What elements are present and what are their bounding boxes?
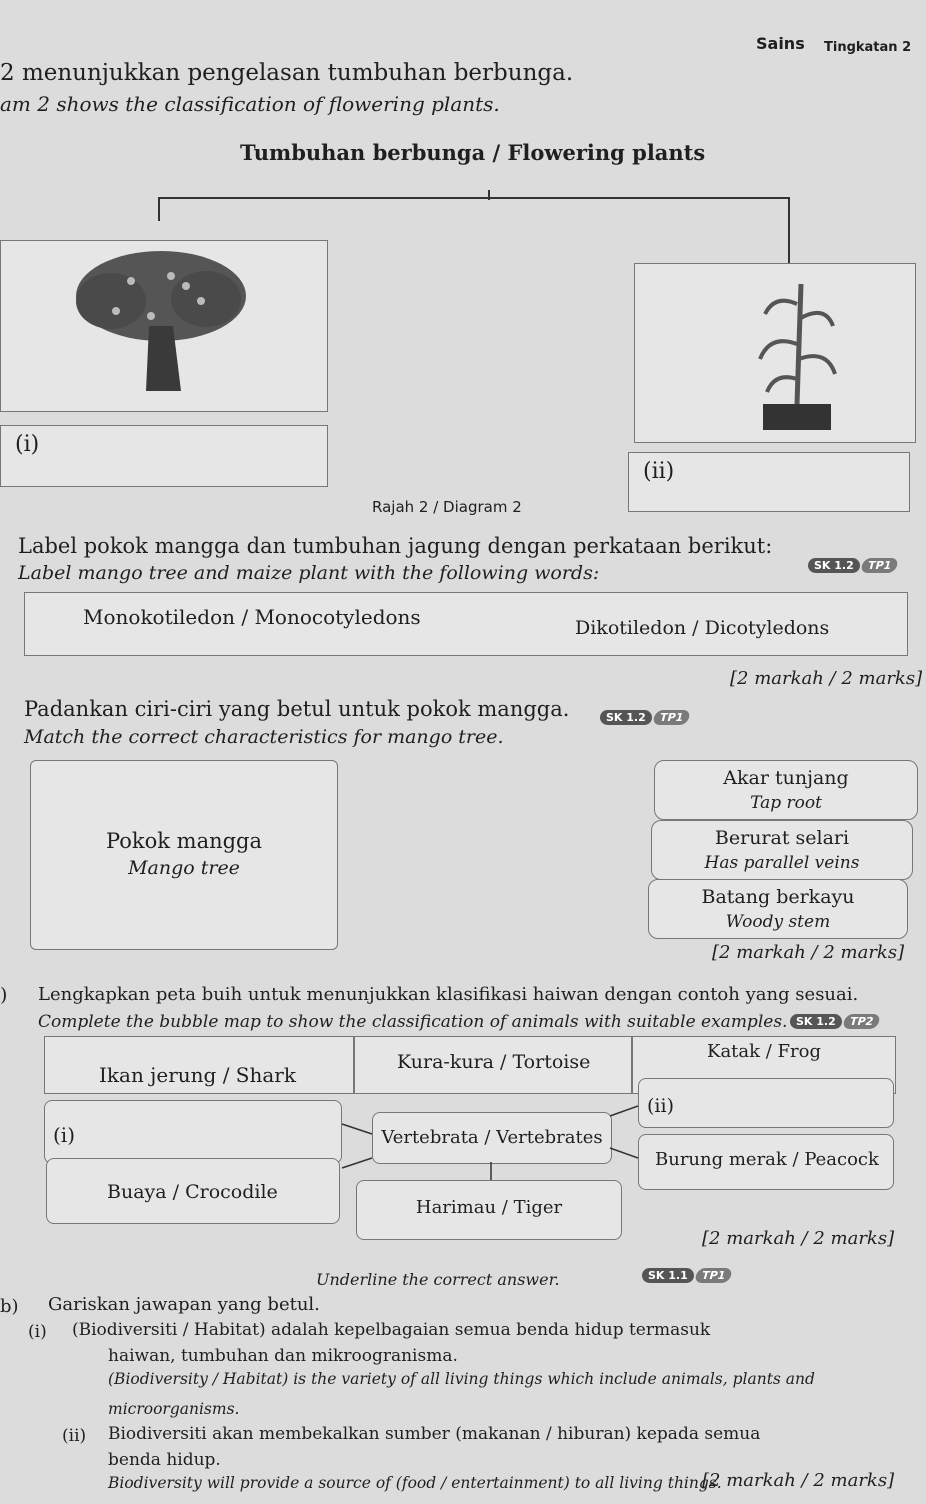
diagram-title: Tumbuhan berbunga / Flowering plants — [240, 140, 706, 165]
q2-en: Match the correct characteristics for mango tree. — [24, 726, 504, 748]
arrow-to-i — [342, 1124, 372, 1134]
qb-ii-ms1: Biodiversiti akan membekalkan sumber (makanan / hiburan) kepada semua — [108, 1424, 761, 1444]
arrow-to-peacock — [610, 1148, 638, 1158]
q2-tp-tag: TP1 — [652, 710, 691, 725]
q2-ms: Padankan ciri-ciri yang betul untuk pokok mangga. — [24, 697, 570, 721]
arrow-to-ii — [610, 1106, 638, 1116]
word-monocot: Monokotiledon / Monocotyledons — [83, 605, 421, 629]
bubble-tiger-text: Harimau / Tiger — [415, 1197, 563, 1218]
label-i: (i) — [15, 432, 40, 457]
diagram-caption: Rajah 2 / Diagram 2 — [372, 498, 522, 516]
qb-ii-ms2: benda hidup. — [108, 1450, 221, 1470]
option-parallel-veins-ms: Berurat selari — [714, 827, 850, 849]
q1-marks: [2 markah / 2 marks] — [730, 668, 923, 689]
option-tap-root-ms: Akar tunjang — [723, 767, 849, 789]
bubble-crocodile-text: Buaya / Crocodile — [107, 1181, 278, 1203]
qb-i-ms1: (Biodiversiti / Habitat) adalah kepelbagaian semua benda hidup termasuk — [72, 1320, 711, 1340]
q1-tp-tag: TP1 — [860, 558, 899, 573]
qb-sk-tag: SK 1.1 — [642, 1268, 694, 1283]
q2-marks: [2 markah / 2 marks] — [712, 942, 905, 963]
qb-label: b) — [0, 1296, 19, 1317]
qb-marks: [2 markah / 2 marks] — [702, 1470, 895, 1491]
option-parallel-veins-en: Has parallel veins — [704, 853, 860, 873]
mango-tree-ms: Pokok mangga — [105, 829, 263, 853]
bubble-label-ii: (ii) — [647, 1095, 674, 1117]
qb-tags — [642, 1264, 731, 1283]
q1-en: Label mango tree and maize plant with the following words: — [18, 562, 600, 584]
q3-marks: [2 markah / 2 marks] — [702, 1228, 895, 1249]
option-tap-root-en: Tap root — [750, 793, 822, 813]
qb-ii-en: Biodiversity will provide a source of (food / entertainment) to all living things. — [108, 1474, 722, 1492]
q3-en: Complete the bubble map to show the classification of animals with suitable examples. — [38, 1012, 788, 1032]
q3-ms: Lengkapkan peta buih untuk menunjukkan klasifikasi haiwan dengan contoh yang sesuai. — [38, 984, 859, 1005]
label-ii: (ii) — [643, 459, 675, 484]
word-dicot: Dikotiledon / Dicotyledons — [575, 617, 830, 639]
bubble-label-i: (i) — [53, 1123, 76, 1147]
arrow-to-crocodile — [342, 1158, 372, 1168]
option-woody-stem-ms: Batang berkayu — [701, 886, 855, 908]
intro-ms: 2 menunjukkan pengelasan tumbuhan berbunga. — [0, 60, 574, 86]
q1-sk-tag: SK 1.2 — [808, 558, 860, 573]
qb-i-num: (i) — [28, 1322, 47, 1342]
q3-sk-tag: SK 1.2 — [790, 1014, 842, 1029]
option-woody-stem-en: Woody stem — [725, 912, 831, 932]
level-label: Tingkatan 2 — [824, 40, 912, 55]
qb-i-ms2: haiwan, tumbuhan dan mikroogranisma. — [108, 1346, 458, 1366]
mango-tree-en: Mango tree — [128, 857, 240, 879]
q3-tp-tag: TP2 — [842, 1014, 881, 1029]
intro-en: am 2 shows the classification of flowering plants. — [0, 92, 500, 116]
subject-label: Sains — [756, 34, 805, 53]
qb-en: Underline the correct answer. — [316, 1270, 560, 1289]
q1-ms: Label pokok mangga dan tumbuhan jagung dengan perkataan berikut: — [18, 534, 773, 558]
qb-tp-tag: TP1 — [694, 1268, 733, 1283]
qb-ms: Gariskan jawapan yang betul. — [48, 1294, 320, 1315]
q3-prefix: ) — [0, 984, 8, 1006]
q2-sk-tag: SK 1.2 — [600, 710, 652, 725]
bank-tortoise: Kura-kura / Tortoise — [397, 1051, 591, 1073]
bank-frog: Katak / Frog — [707, 1041, 822, 1062]
qb-i-en2: microorganisms. — [108, 1400, 240, 1418]
qb-i-en1: (Biodiversity / Habitat) is the variety of all living things which include animals, plants and — [108, 1370, 815, 1388]
bubble-center-text: Vertebrata / Vertebrates — [381, 1127, 603, 1148]
bubble-peacock-text: Burung merak / Peacock — [655, 1149, 879, 1170]
qb-ii-num: (ii) — [62, 1426, 87, 1446]
bank-shark: Ikan jerung / Shark — [99, 1063, 296, 1087]
